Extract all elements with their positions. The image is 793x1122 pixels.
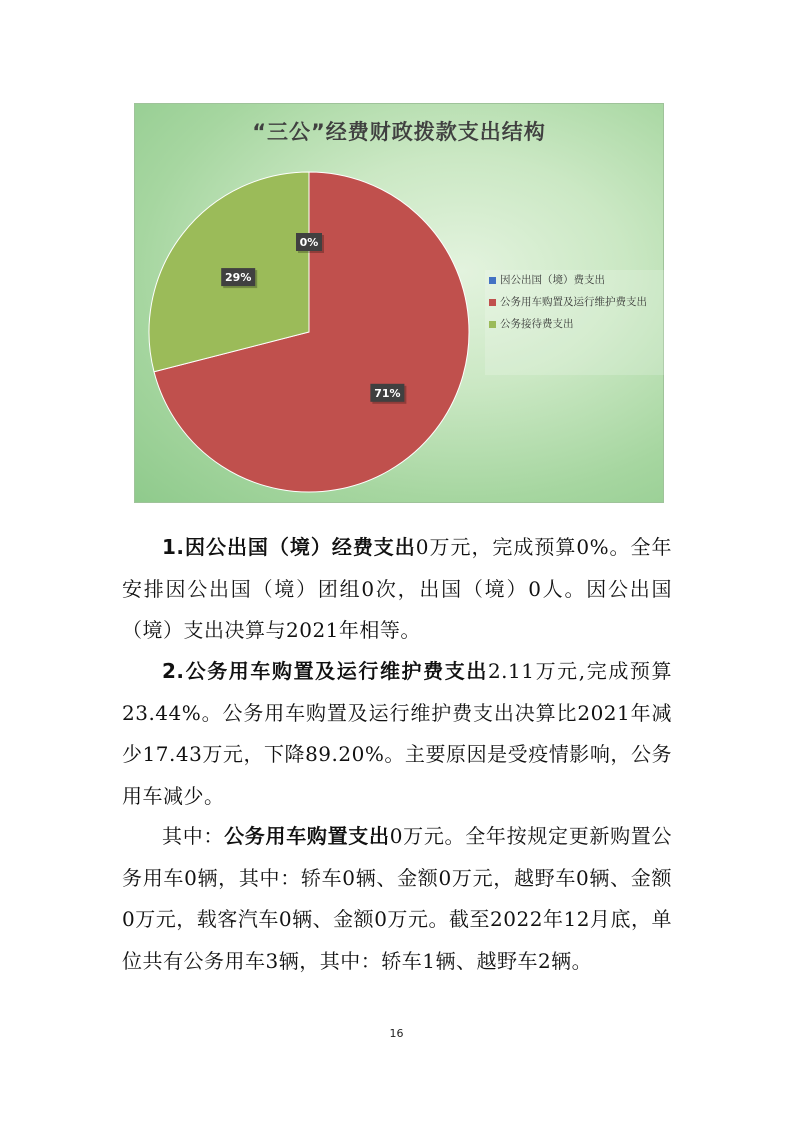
- paragraph-vehicle-purchase: [122, 816, 672, 982]
- paragraph-overseas: [122, 527, 672, 652]
- paragraph-heading: 2.公务用车购置及运行维护费支出: [162, 659, 488, 683]
- chart-legend: [485, 270, 667, 375]
- paragraph-text: 0万元，完成预算0%。全年安排因公出国（境）团组0次，出国（境）0人。因公出国（境）支出决算与2021年相等。: [122, 535, 673, 642]
- legend-swatch-red: [489, 299, 496, 306]
- paragraph-heading: 公务用车购置支出: [224, 824, 390, 848]
- paragraph-heading: 1.因公出国（境）经费支出: [162, 535, 416, 559]
- data-label-0: 0%: [299, 236, 319, 249]
- paragraph-text: 0万元。全年按规定更新购置公务用车0辆，其中：轿车0辆、金额0万元，越野车0辆、金额0万元，载客汽车0辆、金额0万元。截至2022年12月底，单位共有公务用车3辆，其中：轿车1辆、越野车2辆。: [122, 824, 673, 973]
- legend-label: 公务接待费支出: [500, 318, 574, 330]
- legend-item-vehicle: [488, 296, 663, 309]
- legend-swatch-green: [489, 321, 496, 328]
- legend-label: 公务用车购置及运行维护费支出: [500, 296, 647, 308]
- paragraph-vehicle: [122, 651, 672, 817]
- page-number: 16: [389, 1027, 404, 1040]
- legend-label: 因公出国（境）费支出: [500, 274, 605, 286]
- data-label-1: 71%: [374, 386, 401, 400]
- legend-swatch-blue: [489, 277, 496, 284]
- legend-item-overseas: [488, 274, 663, 287]
- paragraph-prefix: 其中：: [162, 824, 225, 848]
- pie-chart: [134, 103, 664, 503]
- data-label-2: 29%: [225, 271, 252, 285]
- chart-title: “三公”经费财政拨款支出结构: [252, 120, 546, 144]
- legend-item-reception: [488, 318, 663, 331]
- paragraph-text: 2.11万元,完成预算23.44%。公务用车购置及运行维护费支出决算比2021年减少17.43万元，下降89.20%。主要原因是受疫情影响，公务用车减少。: [122, 659, 673, 808]
